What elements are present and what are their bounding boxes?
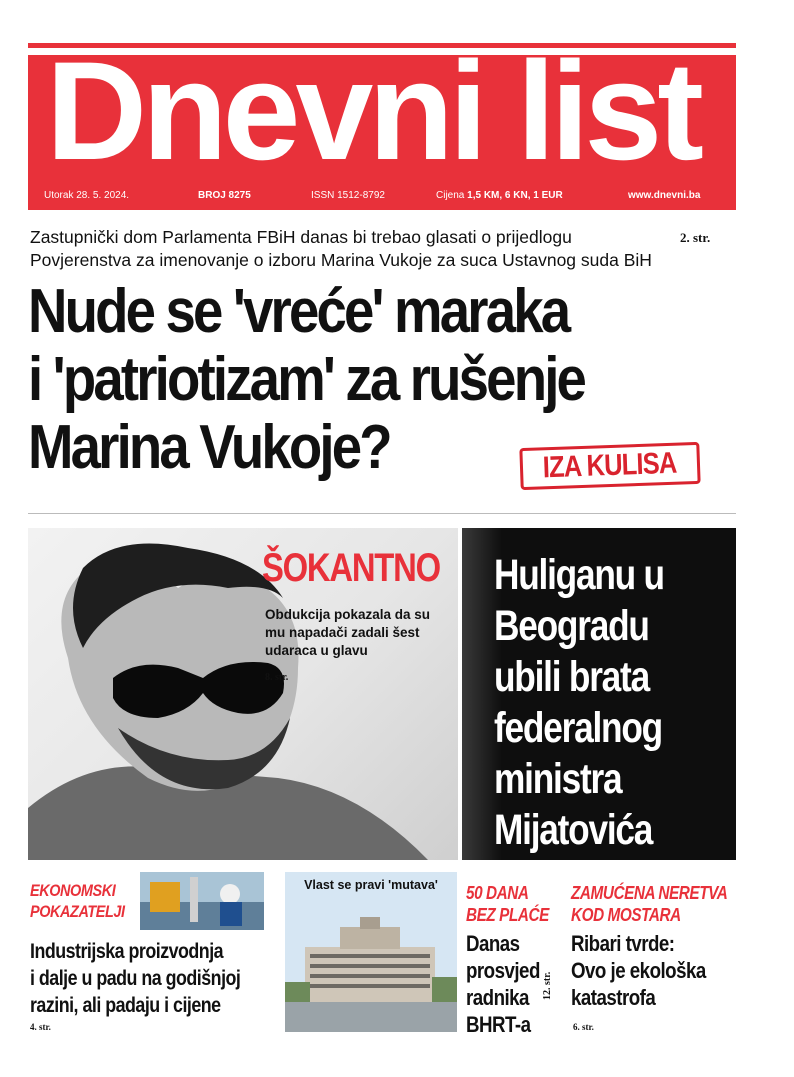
shock-headline [494,550,664,856]
factory-photo [140,872,264,930]
neretva-title-line: Ribari tvrde: [571,931,675,956]
neretva-title [571,930,706,1011]
newspaper-title: Dnevni list [46,55,699,189]
neretva-label-line: KOD MOSTARA [571,905,681,925]
building-photo-illustration [285,872,457,1032]
economy-label-line: POKAZATELJI [30,902,125,921]
section-divider [28,513,736,514]
lead-headline-line: Marina Vukoje? [28,413,390,482]
shock-headline-line: Huliganu u [494,551,664,599]
shock-headline-line: Mijatovića [494,806,653,854]
price-value: 1,5 KM, 6 KN, 1 EUR [467,190,563,201]
hrt-title-line: Danas [466,931,520,956]
iza-kulisa-stamp [519,442,700,490]
economy-page-ref: 4. str. [30,1022,51,1032]
vlast-caption: Vlast se pravi 'mutava' [304,878,438,892]
hrt-page-ref: 12. str. [542,971,553,1000]
lead-kicker [30,226,670,272]
neretva-label [571,882,727,926]
hrt-title-line: BHRT-a [466,1012,531,1037]
website: www.dnevni.ba [628,190,701,201]
vlast-box [285,872,457,1032]
hrt-title-line: radnika [466,985,529,1010]
hrt-title [466,930,540,1038]
lead-page-ref: 2. str. [680,230,711,245]
shock-headline-line: ubili brata [494,653,649,701]
stamp-text: IZA KULISA [542,446,678,485]
shock-headline-line: federalnog [494,704,662,752]
issn: ISSN 1512-8792 [311,190,385,201]
economy-title [30,938,240,1019]
price [436,190,563,201]
neretva-page-ref: 6. str. [573,1022,594,1032]
shock-page-ref: 8. str. [265,672,289,683]
lead-headline-line: i 'patriotizam' za rušenje [28,345,585,414]
hrt-label-line: 50 DANA [466,883,529,903]
economy-title-line: i dalje u padu na godišnjoj [30,967,241,990]
shock-headline-line: Beogradu [494,602,649,650]
issue-date: Utorak 28. 5. 2024. [44,190,130,201]
shock-subtitle: Obdukcija pokazala da su mu napadači zadali šest udaraca u glavu [265,607,431,658]
neretva-title-line: katastrofa [571,985,656,1010]
top-rule [28,43,736,48]
economy-label-line: EKONOMSKI [30,881,116,900]
economy-title-line: Industrijska proizvodnja [30,940,224,963]
price-label: Cijena [436,190,465,201]
shock-label: ŠOKANTNO [262,546,440,590]
lead-kicker-line: Povjerenstva za imenovanje o izboru Marina Vukoje za suca Ustavnog suda BiH [30,250,652,270]
lead-kicker-line: Zastupnički dom Parlamenta FBiH danas bi trebao glasati o prijedlogu [30,227,572,247]
shock-headline-line: ministra [494,755,622,803]
economy-label [30,880,125,922]
hrt-label [466,882,549,926]
neretva-label-line: ZAMUĆENA NERETVA [571,883,728,903]
neretva-title-line: Ovo je ekološka [571,958,706,983]
issue-number: BROJ 8275 [198,190,251,201]
economy-title-line: razini, ali padaju i cijene [30,994,221,1017]
factory-photo-illustration [140,872,264,930]
lead-headline-line: Nude se 'vreće' maraka [28,277,569,346]
masthead [28,55,736,210]
hrt-title-line: prosvjed [466,958,540,983]
hrt-label-line: BEZ PLAĆE [466,905,549,925]
